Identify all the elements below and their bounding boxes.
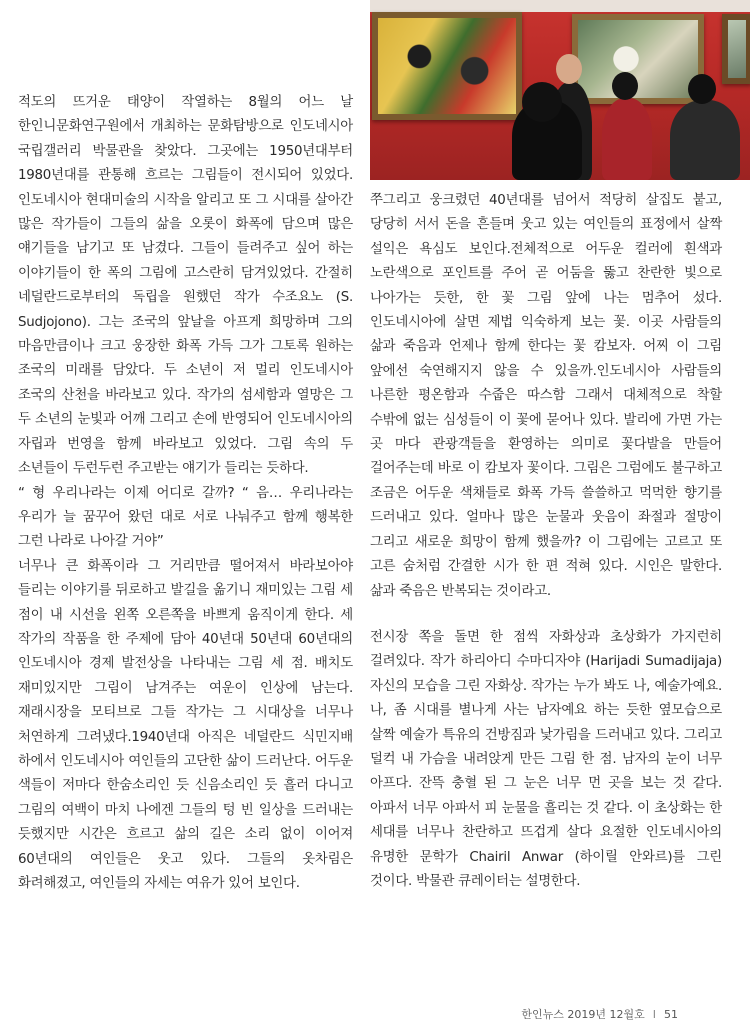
painting-partial — [722, 14, 750, 84]
visitor-figure — [670, 100, 740, 180]
visitor-figure — [602, 98, 652, 180]
painting-landscape — [572, 14, 704, 104]
right-text-column — [370, 189, 722, 894]
page-number: 51 — [664, 1008, 678, 1021]
page-footer — [521, 1006, 678, 1022]
speaker-head — [556, 54, 582, 84]
paragraph: 쭈그리고 웅크렸던 40년대를 넘어서 적당히 살집도 붙고, 당당히 서서 돈을 흔들며 웃고 있는 여인들의 표정에서 살짝 설익은 욕심도 보인다.전체적으로 어두운 컬러에 흰색과 노란색으로 포인트를 주어 곧 어둠을 뚫고 찬란한 빛으로 나아가는 듯한, 한 꽃 그림 앞에 나는 멈추어 섰다. 인도네시아에 살면 제법 익숙하게 보는 꽃. 이곳 사람들의 삶과 죽음과 언제나 함께 한다는 꽃 캄보자. 어찌 이 그림 앞에선 숙연해지지 않을 수 있을까.인도네시아 사람들의 나른한 평온함과 수줍은 따스함 그래서 대체적으로 착할 수밖에 없는 심성들이 이 꽃에 묻어나 있다. 발리에 가면 가는 곳 마다 관광객들을 환영하는 의미로 꽃다발을 만들어 걸어주는데 바로 이 캄보자 꽃이다. 그림은 그럼에도 불구하고 조금은 어두운 색채들로 화폭 가득 쓸쓸하고 먹먹한 향기를 드러내고 있다. 얼마나 많은 눈물과 웃음이 좌절과 절망이 그리고 새로운 희망이 함께 했을까? 이 그림에는 고르고 또 고른 숨처럼 간결한 시가 한 편 적혀 있다. 시인은 말한다. 삶과 죽음은 반복되는 것이라고. — [370, 193, 722, 599]
gallery-photo — [370, 0, 750, 180]
paragraph: 너무나 큰 화폭이라 그 거리만큼 떨어져서 바라보아야 들리는 이야기를 뒤로하고 발길을 옮기니 재미있는 그림 세 점이 내 시선을 왼쪽 오른쪽을 바쁘게 움직이게 한다. 세 작가의 작품을 한 주제에 담아 40년대 50년대 60년대의 인도네시아 경제 발전상을 나타내는 그림 세 점. 배치도 재미있지만 그림이 남겨주는 여운이 인상에 남는다. 재래시장을 모티브로 그들 작가는 그 시대상을 너무나 처연하게 그려냈다.1940년대 아직은 네덜란드 식민지배 하에서 인도네시아 여인들의 고단한 삶이 드러난다. 어두운 색들이 저마다 한숨소리인 듯 신음소리인 듯 흘러 다니고 그림의 여백이 마치 나에겐 그들의 텅 빈 일상을 드러내는 듯했지만 시간은 흐르고 삶의 길은 소리 없이 이어져 60년대의 여인들은 웃고 있다. 그들의 옷차림은 화려해졌고, 여인들의 자세는 여유가 있어 보인다. — [18, 558, 353, 891]
visitor-head — [688, 74, 716, 104]
left-text-column — [18, 91, 353, 896]
paragraph: 적도의 뜨거운 태양이 작열하는 8월의 어느 날 한인니문화연구원에서 개최하는 문화탐방으로 인도네시아 국립갤러리 박물관을 찾았다. 그곳에는 1950년대부터 1980년대를 관통해 흐르는 그림들이 전시되어 있었다. 인도네시아 현대미술의 시작을 알리고 또 그 시대를 살아간 많은 작가들이 그들의 삶을 오롯이 화폭에 담으며 많은 얘기들을 남기고 또 남겼다. 그들이 들려주고 싶어 하는 이야기들이 한 폭의 그림에 고스란히 담겨있었다. 간절히 네덜란드로부터의 독립을 원했던 작가 수조요노 (S. Sudjojono). 그는 조국의 앞날을 아프게 희망하며 그의 마음만큼이나 크고 웅장한 화폭 가득 그가 그토록 원하는 조국의 미래를 담았다. 두 소년이 저 멀리 인도네시아 조국의 산천을 바라보고 있다. 작가의 섬세함과 열망은 그 두 소년의 눈빛과 어깨 그리고 손에 반영되어 인도네시아의 자립과 번영을 함께 바라보고 있었다. 그림 속의 두 소년들이 두런두런 주고받는 얘기가 들리는 듯하다. — [18, 95, 353, 477]
paragraph: 전시장 쪽을 돌면 한 점씩 자화상과 초상화가 가지런히 걸려있다. 작가 하리아디 수마디자야 (Harijadi Sumadijaja) 자신의 모습을 그린 자화상. 작가는 누가 봐도 나, 예술가예요. 나, 좀 시대를 별나게 사는 남자예요 하는 듯한 옆모습으로 살짝 예술가 특유의 건방짐과 낯가림을 드러내고 있다. 그리고 덜컥 내 가슴을 내려앉게 만든 그림 한 점. 남자의 눈이 너무 아프다. 잔뜩 충혈 된 그 눈은 너무 먼 곳을 보는 것 같다. 아파서 너무 아파서 피 눈물을 흘리는 것 같다. 이 초상화는 한 세대를 너무나 찬란하고 뜨겁게 살다 요절한 인도네시아의 유명한 문학가 Chairil Anwar (하이릴 안와르)를 그린 것이다. 박물관 큐레이터는 설명한다. — [370, 629, 722, 889]
foreground-visitor-head — [522, 82, 562, 122]
quote-paragraph: “ 형 우리나라는 이제 어디로 갈까? “ 음… 우리나라는 우리가 늘 꿈꾸어 왔던 대로 서로 나눠주고 함께 행복한 그런 나라로 나아갈 거야” — [18, 485, 353, 550]
gallery-ceiling — [370, 0, 750, 12]
footer-separator: I — [652, 1008, 656, 1021]
publication-label: 한인뉴스 2019년 12월호 — [521, 1008, 645, 1021]
painting-abstract — [372, 12, 522, 120]
visitor-head — [612, 72, 638, 100]
